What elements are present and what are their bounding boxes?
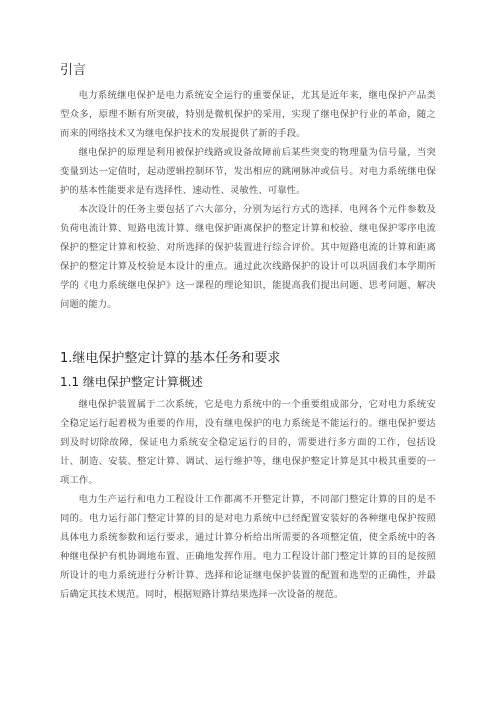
document-body (60, 62, 436, 604)
intro-heading: 引言 (60, 63, 87, 78)
intro-paragraph-3: 本次设计的任务主要包括了六大部分，分别为运行方式的选择、电网各个元件参数及负荷电流计算、短路电流计算、继电保护距离保护的整定计算和校验、继电保护零序电流保护的整定计算和校验、对所选择的保护装置进行综合评价。其中短路电流的计算和距离保护的整定计算及校验是本设计的重点。通过此次线路保护的设计可以巩固我们本学期所学的《电力系统继电保护》这一课程的理论知识，能提高我们提出问题、思考问题、解决问题的能力。 (60, 204, 436, 310)
section-1-heading: 1.继电保护整定计算的基本任务和要求 (60, 351, 281, 366)
section-1-1-paragraph-2: 电力生产运行和电力工程设计工作都离不开整定计算，不同部门整定计算的目的是不同的。电力运行部门整定计算的目的是对电力系统中已经配置安装好的各种继电保护按照具体电力系统参数和运行要求，通过计算分析给出所需要的各项整定值，使全系统中的各种继电保护有机协调地布置、正确地发挥作用。电力工程设计部门整定计算的目的是按照所设计的电力系统进行分析计算、选择和论证继电保护装置的配置和选型的正确性，并最后确定其技术规范。同时，根据短路计算结果选择一次设备的规范。 (60, 494, 436, 600)
intro-paragraph-2: 继电保护的原理是利用被保护线路或设备故障前后某些突变的物理量为信号量，当突变量到达一定值时，起动逻辑控制环节，发出相应的跳闸脉冲或信号。对电力系统继电保护的基本性能要求是有选择性、速动性、灵敏性、可靠性。 (60, 147, 436, 196)
intro-paragraph-1: 电力系统继电保护是电力系统安全运行的重要保证，尤其是近年来，继电保护产品类型众多，原理不断有所突破，特别是微机保护的采用，实现了继电保护行业的革命，随之而来的网络技术又为继电保护技术的发展提供了新的手段。 (60, 90, 436, 139)
section-1-1-heading: 1.1 继电保护整定计算概述 (60, 375, 203, 389)
section-1-1-paragraph-1: 继电保护装置属于二次系统，它是电力系统中的一个重要组成部分，它对电力系统安全稳定运行起着极为重要的作用，没有继电保护的电力系统是不能运行的。继电保护要达到及时切除故障，保证电力系统安全稳定运行的目的，需要进行多方面的工作，包括设计、制造、安装、整定计算、调试、运行维护等，继电保护整定计算是其中极其重要的一项工作。 (60, 399, 436, 486)
